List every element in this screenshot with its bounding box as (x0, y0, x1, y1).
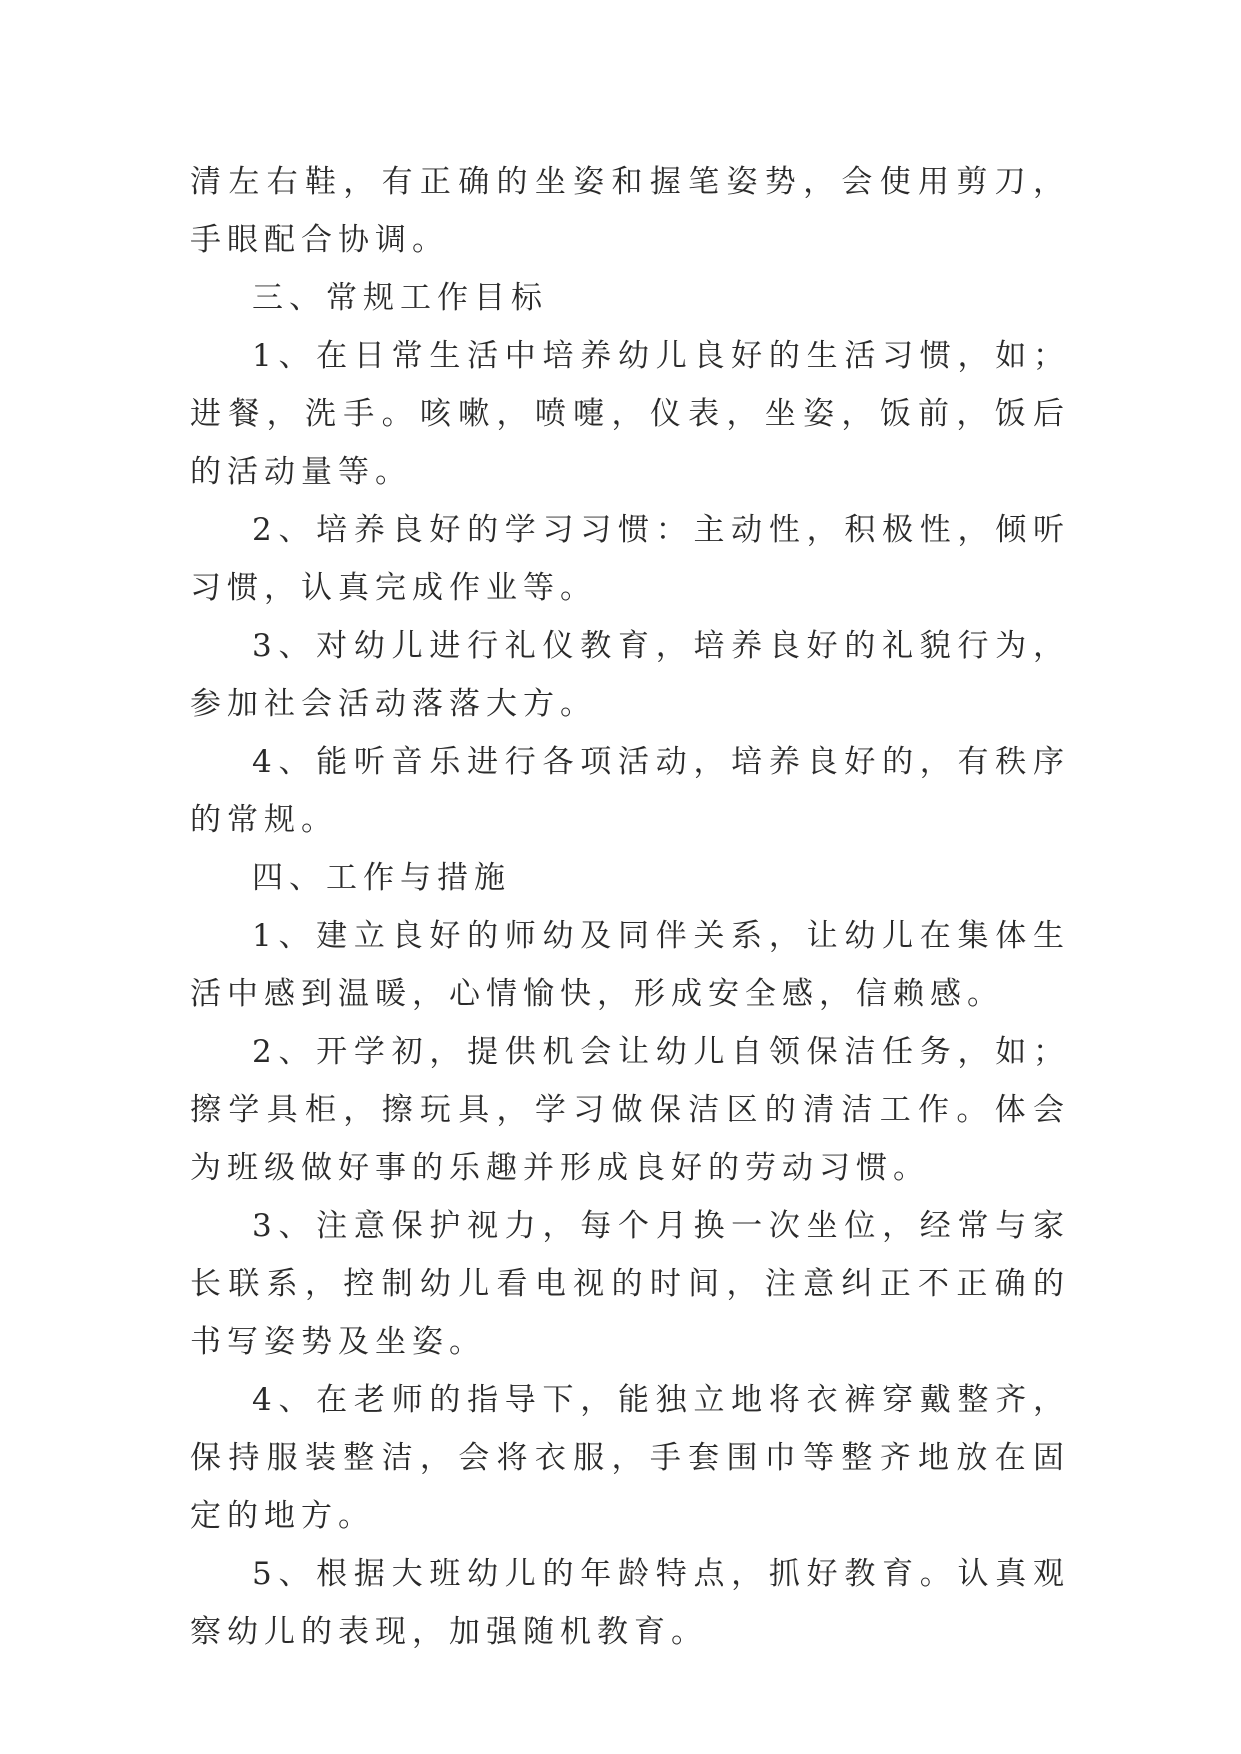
paragraph: 3、对幼儿进行礼仪教育，培养良好的礼貌行为，参加社会活动落落大方。 (190, 628, 1070, 722)
paragraph: 1、在日常生活中培养幼儿良好的生活习惯，如；进餐，洗手。咳嗽，喷嚏，仪表，坐姿，饭前，饭后的活动量等。 (190, 338, 1070, 490)
paragraph: 清左右鞋，有正确的坐姿和握笔姿势，会使用剪刀，手眼配合协调。 (190, 164, 1070, 258)
section-heading: 三、常规工作目标 (252, 280, 548, 316)
paragraph: 4、在老师的指导下，能独立地将衣裤穿戴整齐，保持服装整洁，会将衣服，手套围巾等整齐地放在固定的地方。 (190, 1382, 1070, 1534)
section-heading: 四、工作与措施 (252, 860, 511, 896)
document-body (190, 153, 1070, 1661)
paragraph: 1、建立良好的师幼及同伴关系，让幼儿在集体生活中感到温暖，心情愉快，形成安全感，信赖感。 (190, 918, 1070, 1012)
paragraph: 3、注意保护视力，每个月换一次坐位，经常与家长联系，控制幼儿看电视的时间，注意纠正不正确的书写姿势及坐姿。 (190, 1208, 1070, 1360)
paragraph: 5、根据大班幼儿的年龄特点，抓好教育。认真观察幼儿的表现，加强随机教育。 (190, 1556, 1070, 1650)
paragraph: 4、能听音乐进行各项活动，培养良好的，有秩序的常规。 (190, 744, 1070, 838)
paragraph: 2、培养良好的学习习惯：主动性，积极性，倾听习惯，认真完成作业等。 (190, 512, 1070, 606)
paragraph: 2、开学初，提供机会让幼儿自领保洁任务，如；擦学具柜，擦玩具，学习做保洁区的清洁工作。体会为班级做好事的乐趣并形成良好的劳动习惯。 (190, 1034, 1070, 1186)
